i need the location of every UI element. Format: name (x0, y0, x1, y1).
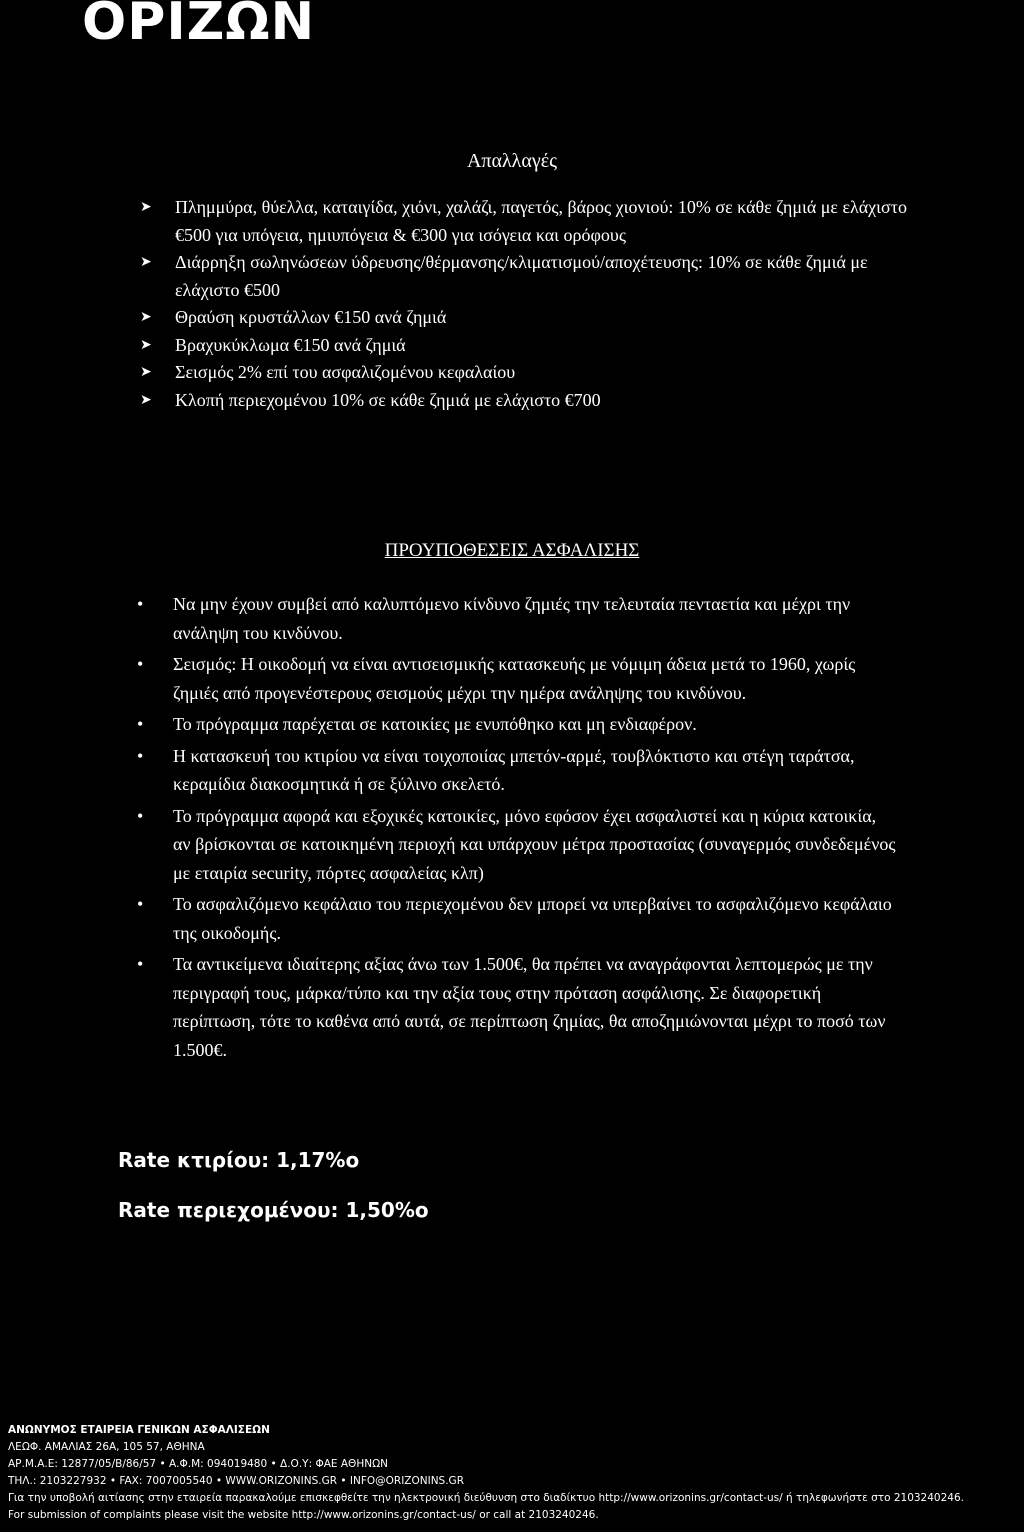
list-item (137, 590, 897, 647)
condition-text: Τα αντικείμενα ιδιαίτερης αξίας άνω των 1.500€, θα πρέπει να αναγράφονται λεπτομερώς με την περιγραφή τους, μάρκα/τύπο και την αξία τους στην πρόταση ασφάλισης. Σε διαφορετική περίπτωση, τότε το καθένα από αυτά, σε περίπτωση ζημίας, θα αποζημιώνονται μέχρι το ποσό των 1.500€. (173, 954, 886, 1060)
exclusions-list (140, 194, 920, 414)
arrowhead-icon: ➤ (140, 364, 152, 380)
arrowhead-icon: ➤ (140, 199, 152, 215)
footer-registry: ΑΡ.Μ.Α.Ε: 12877/05/Β/86/57 • Α.Φ.Μ: 094019480 • Δ.Ο.Υ: ΦΑΕ ΑΘΗΝΩΝ (8, 1458, 388, 1470)
bullet-dot-icon: • (137, 714, 144, 734)
company-logo: ΟΡΙΖΩΝ (82, 0, 316, 52)
exclusion-text: Βραχυκύκλωμα €150 ανά ζημιά (175, 334, 406, 355)
rate-contents: Rate περιεχομένου: 1,50%ο (118, 1198, 429, 1222)
condition-text: Το πρόγραμμα αφορά και εξοχικές κατοικίες, μόνο εφόσον έχει ασφαλιστεί και η κύρια κατοικία, αν βρίσκονται σε κατοικημένη περιοχή και υπάρχουν μέτρα προστασίας (συναγερμός συνδεδεμένος με εταιρία security, πόρτες ασφαλείας κλπ) (173, 805, 896, 883)
condition-text: Σεισμός: Η οικοδομή να είναι αντισεισμικής κατασκευής με νόμιμη άδεια μετά το 1960, χωρίς ζημιές από προγενέστερους σεισμούς μέχρι την ημέρα ανάληψης του κινδύνου. (173, 654, 856, 703)
arrowhead-icon: ➤ (140, 336, 152, 353)
rate-building: Rate κτιρίου: 1,17%ο (118, 1148, 360, 1172)
footer-complaints-gr: Για την υποβολή αιτίασης στην εταιρεία παρακαλούμε επισκεφθείτε την ηλεκτρονική διεύθυνση στο διαδίκτυο http://www.orizonins.gr/contact-us/ ή τηλεφωνήστε στο 2103240246. (8, 1492, 964, 1504)
list-item (137, 890, 897, 947)
footer-contact: ΤΗΛ.: 2103227932 • FAX: 7007005540 • WWW.ORIZONINS.GR • INFO@ORIZONINS.GR (8, 1475, 464, 1487)
exclusions-title: Απαλλαγές (466, 150, 558, 172)
condition-text: Να μην έχουν συμβεί από καλυπτόμενο κίνδυνο ζημιές την τελευταία πενταετία και μέχρι την ανάληψη του κινδύνου. (173, 594, 851, 643)
conditions-title: ΠΡΟΥΠΟΘΕΣΕΙΣ ΑΣΦΑΛΙΣΗΣ (384, 540, 640, 561)
exclusion-text: Σεισμός 2% επί του ασφαλιζομένου κεφαλαίου (175, 362, 516, 382)
footer-complaints-en: For submission of complaints please visit the website http://www.orizonins.gr/contact-us/ or call at 2103240246. (8, 1509, 599, 1521)
bullet-dot-icon: • (137, 594, 144, 614)
list-item (140, 304, 920, 332)
bullet-dot-icon: • (137, 654, 144, 674)
footer (8, 1422, 1018, 1524)
exclusion-text: Θραύση κρυστάλλων €150 ανά ζημιά (175, 307, 447, 327)
condition-text: Το ασφαλιζόμενο κεφάλαιο του περιεχομένου δεν μπορεί να υπερβαίνει το ασφαλιζόμενο κεφάλαιο της οικοδομής. (173, 894, 892, 943)
list-item (137, 742, 897, 799)
exclusion-text: Κλοπή περιεχομένου 10% σε κάθε ζημιά με ελάχιστο €700 (175, 389, 601, 410)
bullet-dot-icon: • (137, 805, 144, 826)
condition-text: Η κατασκευή του κτιρίου να είναι τοιχοποιίας μπετόν-αρμέ, τουβλόκτιστο και στέγη ταράτσα, κεραμίδια διακοσμητικά ή σε ξύλινο σκελετό. (173, 745, 855, 794)
exclusion-text: Διάρρηξη σωληνώσεων ύδρευσης/θέρμανσης/κλιματισμού/αποχέτευσης: 10% σε κάθε ζημιά με ελάχιστο €500 (175, 252, 868, 300)
conditions-list (137, 590, 897, 1067)
list-item (137, 710, 897, 739)
footer-address: ΛΕΩΦ. ΑΜΑΛΙΑΣ 26Α, 105 57, ΑΘΗΝΑ (8, 1441, 205, 1453)
list-item (137, 802, 897, 888)
arrowhead-icon: ➤ (140, 254, 152, 270)
arrowhead-icon: ➤ (140, 391, 152, 408)
list-item (137, 650, 897, 707)
list-item (140, 387, 920, 415)
bullet-dot-icon: • (137, 954, 144, 974)
bullet-dot-icon: • (137, 745, 144, 766)
list-item (140, 332, 920, 360)
condition-text: Το πρόγραμμα παρέχεται σε κατοικίες με ενυπόθηκο και μη ενδιαφέρον. (173, 714, 697, 734)
bullet-dot-icon: • (137, 894, 144, 914)
arrowhead-icon: ➤ (140, 309, 152, 325)
list-item (140, 249, 920, 304)
list-item (140, 194, 920, 249)
list-item (137, 950, 897, 1064)
exclusion-text: Πλημμύρα, θύελλα, καταιγίδα, χιόνι, χαλάζι, παγετός, βάρος χιονιού: 10% σε κάθε ζημιά με ελάχιστο €500 για υπόγεια, ημιυπόγεια & €300 για ισόγεια και ορόφους (175, 197, 907, 245)
list-item (140, 359, 920, 387)
footer-company: ΑΝΩΝΥΜΟΣ ΕΤΑΙΡΕΙΑ ΓΕΝΙΚΩΝ ΑΣΦΑΛΙΣΕΩΝ (8, 1424, 270, 1436)
